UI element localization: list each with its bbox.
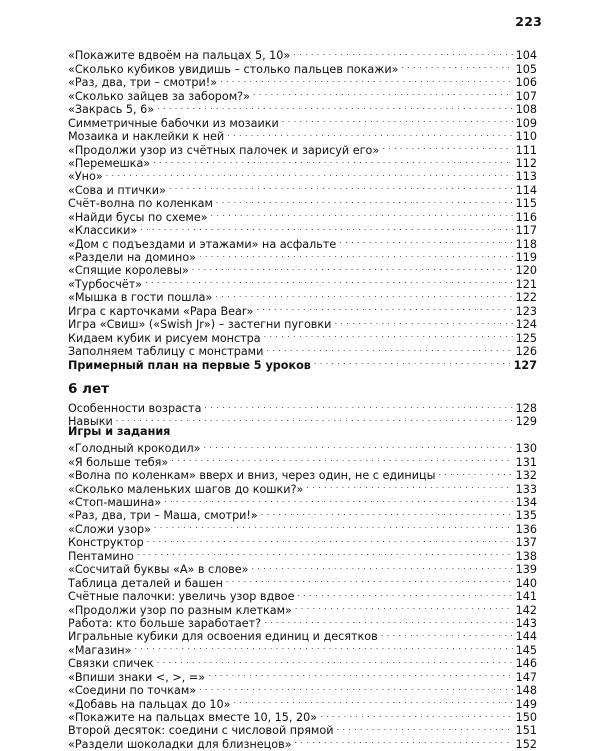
- toc-entry-title: «Раздели шоколадки для близнецов»: [68, 737, 292, 751]
- toc-entry-page: 150: [515, 711, 537, 724]
- section-heading-6-years: 6 лет: [68, 380, 109, 397]
- dot-leader: [157, 654, 513, 667]
- toc-entry: [68, 167, 537, 184]
- dot-leader: [293, 46, 512, 59]
- toc-entry-title: Счёт-волна по коленкам: [68, 197, 213, 211]
- toc-entry-page: 108: [515, 103, 537, 117]
- toc-entry-page: 135: [515, 509, 537, 523]
- toc-entry-title: «Волна по коленкам» вверх и вниз, через один, не с единицы: [68, 469, 436, 483]
- dot-leader: [134, 640, 512, 653]
- toc-entry-page: 125: [515, 331, 537, 345]
- toc-entry-title: «Продолжи узор по разным клеткам»: [68, 603, 292, 617]
- dot-leader: [381, 627, 513, 640]
- toc-entry-title: «Покажите вдвоём на пальцах 5, 10»: [68, 49, 291, 63]
- dot-leader: [339, 234, 512, 247]
- toc-entry-title: «Перемешка»: [68, 156, 151, 170]
- dot-leader: [295, 734, 513, 747]
- toc-entry-title: «Впиши знаки <, >, =»: [68, 670, 206, 684]
- dot-leader: [382, 140, 512, 153]
- dot-leader: [140, 221, 512, 234]
- dot-leader: [438, 466, 512, 479]
- toc-entry-title: «Магазин»: [68, 643, 132, 657]
- toc-entry-page: 142: [515, 603, 537, 617]
- toc-entry-title: «Раздели на домино»: [68, 251, 197, 264]
- toc-entry: [68, 439, 537, 456]
- toc-entry-title: «Классики»: [68, 224, 138, 238]
- dot-leader: [253, 86, 513, 99]
- toc-entry-page: 130: [515, 442, 537, 456]
- toc-entry-page: 131: [515, 455, 537, 469]
- toc-entry: [68, 640, 537, 657]
- toc-entry: [68, 180, 537, 197]
- dot-leader: [314, 355, 511, 368]
- dot-leader: [215, 288, 512, 301]
- dot-leader: [261, 506, 513, 519]
- toc-entry-page: 122: [515, 291, 537, 305]
- dot-leader: [264, 614, 513, 627]
- toc-entry-page: 132: [515, 469, 537, 483]
- toc-entry-title: «Сова и птички»: [68, 183, 166, 197]
- toc-entry-title: Связки спичек: [68, 657, 154, 671]
- toc-entry-title: «Сколько кубиков увидишь – столько пальцев покажи»: [68, 62, 399, 76]
- toc-entry-title: «Раз, два, три – Маша, смотри!»: [68, 509, 258, 523]
- toc-entry-page: 141: [515, 590, 537, 604]
- table-of-contents: [68, 46, 537, 751]
- dot-leader: [298, 587, 513, 600]
- toc-entry-page: 134: [515, 496, 537, 509]
- toc-entry-title: «Дом с подъездами и этажами» на асфальте: [68, 237, 337, 251]
- dot-leader: [336, 721, 512, 734]
- dot-leader: [154, 519, 513, 532]
- toc-entry-page: 151: [515, 724, 537, 738]
- toc-entry-title: «Сколько зайцев за забором?»: [68, 89, 250, 103]
- dot-leader: [106, 167, 513, 180]
- dot-leader: [334, 315, 512, 328]
- dot-leader: [199, 681, 513, 694]
- dot-leader: [116, 412, 513, 425]
- toc-entry-page: 120: [515, 264, 537, 278]
- dot-leader: [295, 600, 513, 613]
- toc-entry-page: 145: [515, 643, 537, 657]
- dot-leader: [320, 708, 513, 721]
- toc-entry-page: 152: [515, 737, 537, 751]
- toc-entry-page: 106: [515, 76, 537, 90]
- toc-entry-title: «Спящие королевы»: [68, 264, 189, 278]
- dot-leader: [208, 667, 513, 680]
- toc-entry-page: 149: [515, 697, 537, 711]
- toc-entry-page: 112: [515, 156, 537, 170]
- toc-entry-page: 104: [515, 49, 537, 63]
- dot-leader: [227, 127, 512, 140]
- toc-entry-title: «Раз, два, три – смотри!»: [68, 76, 218, 90]
- toc-entry-title: «Сколько маленьких шагов до кошки?»: [68, 482, 304, 496]
- toc-entry-page: 116: [515, 210, 537, 224]
- page-number: 223: [515, 14, 542, 29]
- toc-entry-page: 128: [515, 401, 537, 415]
- toc-entry-page: 118: [515, 237, 537, 251]
- toc-entry-page: 113: [515, 170, 537, 184]
- toc-entry-page: 136: [515, 522, 537, 536]
- toc-entry-page: 110: [515, 130, 537, 144]
- toc-entry-page: 126: [515, 345, 537, 359]
- dot-leader: [171, 452, 512, 465]
- toc-entry-title: Счётные палочки: увеличь узор вдвое: [68, 590, 295, 604]
- toc-entry: [68, 46, 537, 63]
- toc-entry-page: 140: [515, 576, 537, 590]
- dot-leader: [204, 439, 513, 452]
- dot-leader: [220, 73, 513, 86]
- toc-entry-title: «Уно»: [68, 170, 103, 184]
- toc-entry-title: «Закрась 5, 6»: [68, 103, 155, 117]
- dot-leader: [306, 479, 512, 492]
- toc-entry-title: «Сложи узор»: [68, 522, 151, 536]
- dot-leader: [233, 694, 512, 707]
- toc-entry-page: 114: [515, 183, 537, 197]
- toc-entry-title: «Турбосчёт»: [68, 277, 143, 291]
- dot-leader: [256, 301, 512, 314]
- toc-entry-page: 148: [515, 684, 537, 698]
- dot-leader: [147, 533, 513, 546]
- toc-entry-page: 133: [515, 482, 537, 496]
- toc-entry-title: Заполняем таблицу с монстрами: [68, 345, 264, 359]
- toc-entry-title: «Мышка в гости пошла»: [68, 291, 213, 305]
- toc-entry-page: 107: [515, 89, 537, 103]
- dot-leader: [157, 100, 513, 113]
- dot-leader: [169, 180, 513, 193]
- dot-leader: [266, 342, 512, 355]
- toc-entry-title: «Соедини по точкам»: [68, 684, 197, 698]
- toc-entry-title: «Продолжи узор из счётных палочек и зарисуй его»: [68, 143, 380, 157]
- toc-entry-page: 144: [515, 630, 537, 644]
- toc-entry: [68, 412, 537, 429]
- toc-entry-page: 119: [515, 251, 537, 264]
- dot-leader: [137, 546, 513, 559]
- toc-entry-page: 139: [515, 563, 537, 577]
- toc-entry-title: «Найди бусы по схеме»: [68, 210, 208, 224]
- dot-leader: [164, 493, 512, 506]
- toc-entry-title: «Я больше тебя»: [68, 455, 169, 469]
- toc-entry: [68, 654, 537, 671]
- toc-entry-page: 111: [515, 143, 537, 157]
- toc-entry-page: 147: [515, 670, 537, 684]
- toc-entry-title: «Покажите на пальцах вместе 10, 15, 20»: [68, 711, 318, 724]
- toc-entry-title: «Стоп-машина»: [68, 496, 162, 509]
- toc-entry-title: Конструктор: [68, 536, 144, 550]
- toc-entry-page: 121: [515, 277, 537, 291]
- toc-entry-title: Кидаем кубик и рисуем монстра: [68, 331, 261, 345]
- toc-entry-page: 127: [513, 358, 537, 372]
- dot-leader: [401, 59, 512, 72]
- dot-leader: [153, 154, 512, 167]
- toc-section-a: [68, 46, 537, 372]
- toc-entry: [68, 560, 537, 577]
- dot-leader: [204, 399, 512, 412]
- toc-entry-page: 146: [515, 657, 537, 671]
- toc-entry-title: Игра с карточками «Papa Bear»: [68, 304, 254, 318]
- toc-section-b-intro: [68, 399, 537, 429]
- toc-entry-page: 123: [515, 304, 537, 318]
- toc-entry-title: Мозаика и наклейки к ней: [68, 130, 225, 144]
- toc-entry-title: Навыки: [68, 415, 113, 429]
- toc-entry-page: 138: [515, 549, 537, 563]
- dot-leader: [226, 573, 513, 586]
- dot-leader: [192, 261, 513, 274]
- dot-leader: [145, 274, 512, 287]
- dot-leader: [216, 194, 513, 207]
- toc-entry-title: «Голодный крокодил»: [68, 442, 201, 456]
- toc-entry-title: Второй десяток: соедини с числовой прямой: [68, 724, 334, 738]
- toc-entry-page: 143: [515, 616, 537, 630]
- subheading-games: Игры и задания: [68, 425, 171, 439]
- toc-entry-title: «Добавь на пальцах до 10»: [68, 697, 231, 711]
- toc-entry: [68, 546, 537, 563]
- toc-entry-page: 124: [515, 318, 537, 332]
- dot-leader: [211, 207, 513, 220]
- toc-entry-title: Пентамино: [68, 549, 134, 563]
- toc-entry-title: Особенности возраста: [68, 401, 202, 415]
- toc-entry-page: 115: [515, 197, 537, 211]
- toc-entry-page: 105: [515, 62, 537, 76]
- toc-entry: [68, 399, 537, 415]
- toc-entry-title: Работа: кто больше заработает?: [68, 616, 262, 630]
- toc-entry-title: Игральные кубики для освоения единиц и десятков: [68, 630, 378, 644]
- toc-entry-title: Симметричные бабочки из мозаики: [68, 116, 279, 130]
- toc-entry-page: 129: [515, 415, 537, 429]
- dot-leader: [252, 560, 513, 573]
- toc-entry-title: Примерный план на первые 5 уроков: [68, 358, 311, 372]
- dot-leader: [282, 113, 513, 126]
- toc-entry-page: 137: [515, 536, 537, 550]
- dot-leader: [199, 248, 513, 261]
- toc-entry-page: 109: [515, 116, 537, 130]
- toc-entry-page: 117: [515, 224, 537, 238]
- toc-entry-title: Игра «Свиш» («Swish Jr») – застегни пуговки: [68, 318, 332, 332]
- toc-entry-title: Таблица деталей и башен: [68, 576, 223, 590]
- dot-leader: [264, 328, 513, 341]
- toc-section-b-games: [68, 439, 537, 751]
- toc-entry-title: «Сосчитай буквы «А» в слове»: [68, 563, 249, 577]
